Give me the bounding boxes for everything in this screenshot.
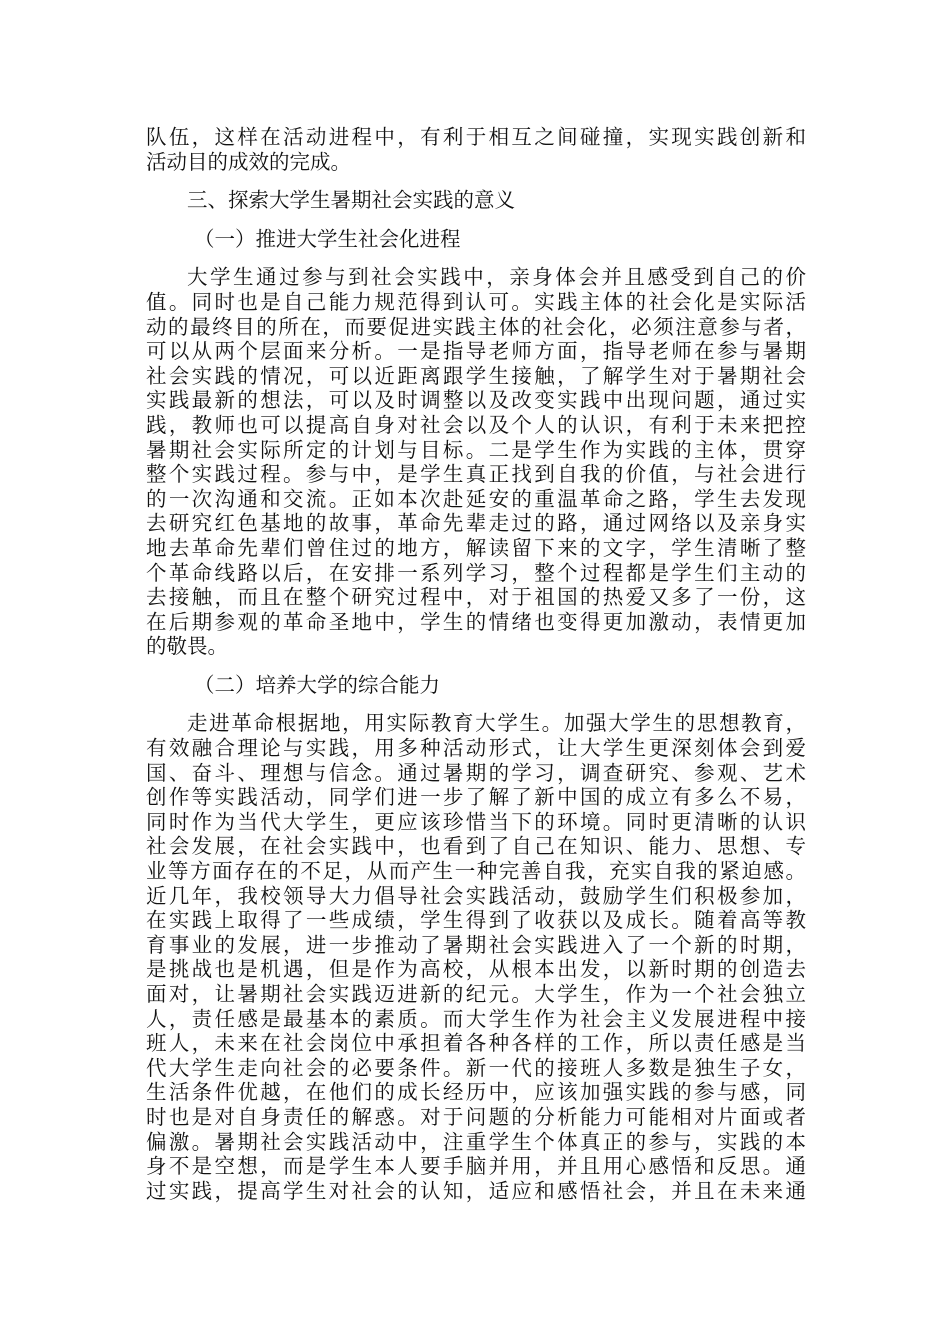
document-page — [146, 125, 806, 1203]
text-line: 代大学生走向社会的必要条件。新一代的接班人多数是独生子女， — [146, 1055, 806, 1080]
text-line: 大学生通过参与到社会实践中，亲身体会并且感受到自己的价 — [187, 265, 806, 290]
text-line: 的敬畏。 — [146, 634, 228, 659]
text-line: 去研究红色基地的故事，革命先辈走过的路，通过网络以及亲身实 — [146, 511, 806, 536]
text-line: 在后期参观的革命圣地中，学生的情绪也变得更加激动，表情更加 — [146, 609, 806, 634]
intro-paragraph — [146, 125, 806, 174]
text-line: 有效融合理论与实践，用多种活动形式，让大学生更深刻体会到爱 — [146, 736, 806, 761]
text-line: 实践最新的想法，可以及时调整以及改变实践中出现问题，通过实 — [146, 388, 806, 413]
text-line: 业等方面存在的不足，从而产生一种完善自我，充实自我的紧迫感。 — [146, 859, 806, 884]
text-line: 在实践上取得了一些成绩，学生得到了收获以及成长。随着高等教 — [146, 908, 806, 933]
text-line: 同时作为当代大学生，更应该珍惜当下的环境。同时更清晰的认识 — [146, 809, 806, 834]
text-line: 国、奋斗、理想与信念。通过暑期的学习，调查研究、参观、艺术 — [146, 760, 806, 785]
text-line: 可以从两个层面来分析。一是指导老师方面，指导老师在参与暑期 — [146, 339, 806, 364]
paragraph-abilities — [146, 711, 806, 1203]
text-line: 社会实践的情况，可以近距离跟学生接触，了解学生对于暑期社会 — [146, 363, 806, 388]
text-line: 身不是空想，而是学生本人要手脑并用，并且用心感悟和反思。通 — [146, 1154, 806, 1179]
text-line: 时也是对自身责任的解惑。对于问题的分析能力可能相对片面或者 — [146, 1104, 806, 1129]
text-line: 去接触，而且在整个研究过程中，对于祖国的热爱又多了一份，这 — [146, 585, 806, 610]
text-line: 整个实践过程。参与中，是学生真正找到自我的价值，与社会进行 — [146, 462, 806, 487]
text-line: 生活条件优越，在他们的成长经历中，应该加强实践的参与感，同 — [146, 1080, 806, 1105]
text-line: 偏激。暑期社会实践活动中，注重学生个体真正的参与，实践的本 — [146, 1129, 806, 1154]
text-line: 地去革命先辈们曾住过的地方，解读留下来的文字，学生清晰了整 — [146, 535, 806, 560]
subsection-heading: （一）推进大学生社会化进程 — [194, 226, 461, 251]
section-heading: 三、探索大学生暑期社会实践的意义 — [187, 188, 515, 213]
text-line: 面对，让暑期社会实践迈进新的纪元。大学生，作为一个社会独立 — [146, 982, 806, 1006]
paragraph-socialization — [146, 265, 806, 659]
text-line: 走进革命根据地，用实际教育大学生。加强大学生的思想教育， — [187, 711, 806, 736]
text-line: 过实践，提高学生对社会的认知，适应和感悟社会，并且在未来通 — [146, 1178, 806, 1203]
text-line: 育事业的发展，进一步推动了暑期社会实践进入了一个新的时期， — [146, 932, 806, 957]
subsection-heading: （二）培养大学的综合能力 — [194, 672, 440, 697]
text-line: 创作等实践活动，同学们进一步了解了新中国的成立有多么不易， — [146, 785, 806, 810]
text-line: 队伍，这样在活动进程中，有利于相互之间碰撞，实现实践创新和 — [146, 125, 806, 149]
text-line: 人，责任感是最基本的素质。而大学生作为社会主义发展进程中接 — [146, 1006, 806, 1031]
text-line: 的一次沟通和交流。正如本次赴延安的重温革命之路，学生去发现 — [146, 486, 806, 511]
text-line: 社会发展，在社会实践中，也看到了自己在知识、能力、思想、专 — [146, 834, 806, 859]
text-line: 是挑战也是机遇，但是作为高校，从根本出发，以新时期的创造去 — [146, 957, 806, 982]
text-line: 值。同时也是自己能力规范得到认可。实践主体的社会化是实际活 — [146, 289, 806, 314]
text-line: 班人，未来在社会岗位中承担着各种各样的工作，所以责任感是当 — [146, 1031, 806, 1056]
text-line: 活动目的成效的完成。 — [146, 149, 351, 174]
text-line: 暑期社会实际所定的计划与目标。二是学生作为实践的主体，贯穿 — [146, 437, 806, 462]
text-line: 个革命线路以后，在安排一系列学习，整个过程都是学生们主动的 — [146, 560, 806, 585]
text-line: 动的最终目的所在，而要促进实践主体的社会化，必须注意参与者， — [146, 314, 806, 339]
text-line: 践，教师也可以提高自身对社会以及个人的认识，有利于未来把控 — [146, 412, 806, 437]
text-line: 近几年，我校领导大力倡导社会实践活动，鼓励学生们积极参加， — [146, 883, 806, 908]
